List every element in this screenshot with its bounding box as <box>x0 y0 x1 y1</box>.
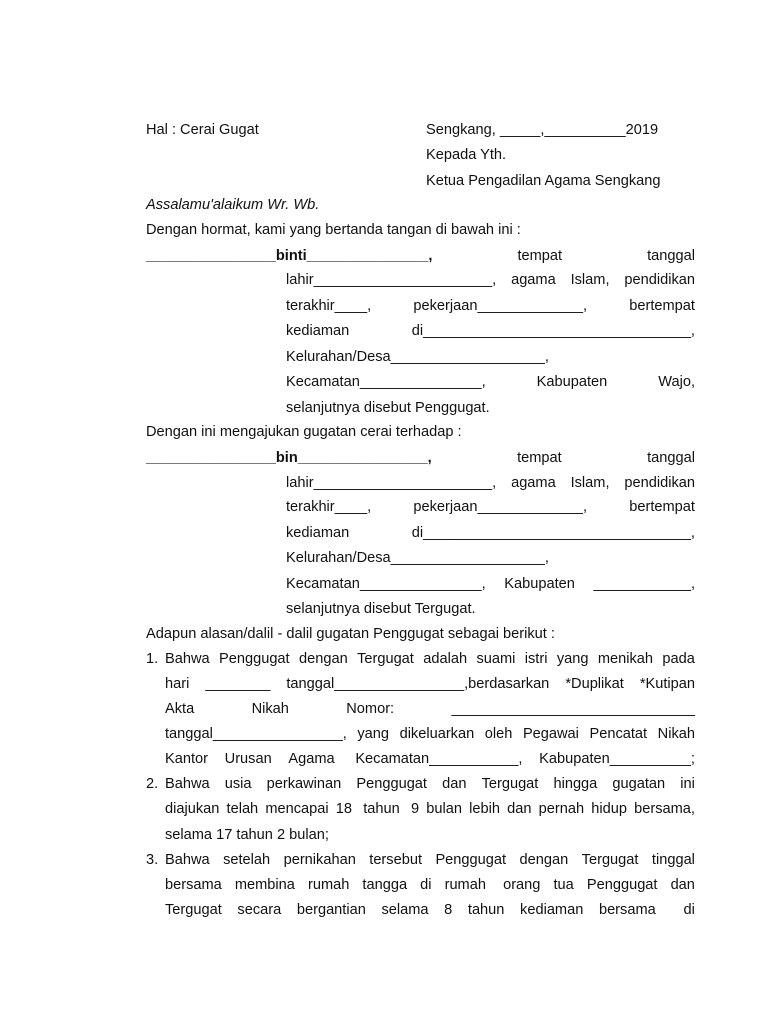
reason-line <box>165 775 695 793</box>
word: Bahwa <box>165 776 210 792</box>
defendant-line-4 <box>286 524 695 542</box>
word: bulan <box>426 801 462 817</box>
word: dan <box>442 776 467 792</box>
word: Kabupaten <box>536 374 608 390</box>
word: Penggugat <box>356 776 427 792</box>
word: Nikah <box>657 726 695 742</box>
word: pendidikan <box>624 475 695 491</box>
word: tempat <box>517 450 562 466</box>
word: orang <box>499 877 541 893</box>
defendant-line-3 <box>286 498 695 516</box>
word: 8 <box>444 902 453 918</box>
word: Penggugat <box>586 877 658 893</box>
word: rumah <box>307 877 350 893</box>
word: yang <box>357 726 390 742</box>
plaintiff-line-7: selanjutnya disebut Penggugat. <box>286 400 490 416</box>
word: di <box>420 877 432 893</box>
word: tinggal <box>651 852 695 868</box>
intro-line: Dengan hormat, kami yang bertanda tangan di bawah ini : <box>146 222 521 238</box>
reason-line <box>165 826 329 844</box>
word: pada <box>662 651 695 667</box>
word: Tergugat <box>481 776 539 792</box>
word: pekerjaan_____________, <box>413 499 588 515</box>
greeting: Assalamu'alaikum Wr. Wb. <box>146 197 320 213</box>
word: Islam, <box>570 272 610 288</box>
word: Nomor: <box>346 701 395 717</box>
word: Kecamatan___________, <box>351 751 523 767</box>
word: lahir______________________, <box>286 272 497 288</box>
word: ________ <box>205 676 271 692</box>
word: selama 17 tahun 2 bulan; <box>165 827 329 843</box>
plaintiff-line-1 <box>146 247 695 265</box>
plaintiff-line-3 <box>286 297 695 315</box>
word: tahun <box>359 801 400 817</box>
word: Pegawai <box>522 726 579 742</box>
word: Kecamatan_______________, <box>286 576 486 592</box>
word: Bahwa <box>165 852 210 868</box>
word: hidup <box>591 801 627 817</box>
word: terakhir____, <box>286 298 372 314</box>
word: Islam, <box>570 475 610 491</box>
word: agama <box>511 272 556 288</box>
word: bersama <box>165 877 222 893</box>
word: telah <box>226 801 259 817</box>
word: pendidikan <box>624 272 695 288</box>
reason-line <box>165 700 695 718</box>
word: 18 <box>335 801 353 817</box>
plaintiff-line-6 <box>286 373 695 391</box>
word: hingga <box>553 776 598 792</box>
defendant-line-5: Kelurahan/Desa___________________, <box>286 550 549 566</box>
word: setelah <box>223 852 271 868</box>
word: Kantor <box>165 751 208 767</box>
word: tanggal________________, <box>165 726 347 742</box>
word: bersama, <box>634 801 695 817</box>
word: Kecamatan_______________, <box>286 374 486 390</box>
word: pernah <box>538 801 585 817</box>
plaintiff-line-4 <box>286 322 695 340</box>
plaintiff-line-5: Kelurahan/Desa___________________, <box>286 349 549 365</box>
word: tanggal <box>647 450 695 466</box>
word: tempat <box>517 248 563 264</box>
plaintiff-name-field: ________________binti_______________, <box>146 248 433 264</box>
word: secara <box>237 902 282 918</box>
word: Akta <box>165 701 195 717</box>
word: di_________________________________, <box>411 323 695 339</box>
word: ini <box>680 776 695 792</box>
reason-line <box>165 675 695 693</box>
word: dikeluarkan <box>399 726 475 742</box>
word: Wajo, <box>658 374 695 390</box>
word: Penggugat <box>219 651 290 667</box>
defendant-line-7: selanjutnya disebut Tergugat. <box>286 601 476 617</box>
defendant-line-6 <box>286 575 695 593</box>
word: pekerjaan_____________, <box>413 298 588 314</box>
word: Kabupaten <box>504 576 575 592</box>
word: dan <box>670 877 695 893</box>
word: Tergugat <box>581 852 639 868</box>
word: tangga <box>362 877 408 893</box>
word: bertempat <box>629 499 695 515</box>
word: bergantian <box>296 902 366 918</box>
reason-line <box>165 901 695 919</box>
reason-line <box>165 750 695 768</box>
word: Pencatat <box>589 726 648 742</box>
word: kediaman <box>520 902 584 918</box>
word: adalah <box>423 651 468 667</box>
word: terakhir____, <box>286 499 372 515</box>
subject-line: Hal : Cerai Gugat <box>146 122 259 138</box>
word: istri <box>524 651 548 667</box>
defendant-name-field: ________________bin________________, <box>146 450 432 466</box>
word: dengan <box>519 852 569 868</box>
word: kediaman <box>286 323 350 339</box>
word: dengan <box>298 651 348 667</box>
word: tahun <box>467 902 505 918</box>
word: di_________________________________, <box>411 525 695 541</box>
word: lahir______________________, <box>286 475 497 491</box>
reason-line <box>165 725 695 743</box>
word: pernikahan <box>283 852 356 868</box>
word: gugatan <box>612 776 666 792</box>
defendant-line-2 <box>286 474 695 492</box>
against-line: Dengan ini mengajukan gugatan cerai terhadap : <box>146 424 462 440</box>
word: Agama <box>288 751 335 767</box>
addressee-name: Ketua Pengadilan Agama Sengkang <box>426 173 661 189</box>
word: lebih <box>469 801 500 817</box>
word: selama <box>381 902 429 918</box>
word: suami <box>476 651 516 667</box>
word: usia <box>224 776 252 792</box>
word: menikah <box>597 651 654 667</box>
word: Bahwa <box>165 651 210 667</box>
place-date-line: Sengkang, _____,__________2019 <box>426 122 659 138</box>
word: Nikah <box>251 701 289 717</box>
word: tua <box>553 877 574 893</box>
word: hari <box>165 676 190 692</box>
word: *Kutipan <box>639 676 695 692</box>
word: agama <box>511 475 556 491</box>
word: tanggal________________,berdasarkan <box>286 676 550 692</box>
reason-line <box>165 851 695 869</box>
word: perkawinan <box>266 776 342 792</box>
word: Tergugat <box>165 902 222 918</box>
word: ____________, <box>593 576 695 592</box>
reason-line <box>165 800 695 818</box>
reason-line <box>165 650 695 668</box>
word: Penggugat <box>435 852 507 868</box>
word: bertempat <box>629 298 695 314</box>
reason-number: 2. <box>146 776 159 792</box>
word: kediaman <box>286 525 350 541</box>
plaintiff-line-2 <box>286 271 695 289</box>
word: Urusan <box>224 751 272 767</box>
reason-line <box>165 876 695 894</box>
word: oleh <box>484 726 513 742</box>
reasons-intro: Adapun alasan/dalil - dalil gugatan Penggugat sebagai berikut : <box>146 626 555 642</box>
word: rumah <box>444 877 486 893</box>
word: Tergugat <box>357 651 414 667</box>
word: membina <box>234 877 295 893</box>
word: tanggal <box>647 248 695 264</box>
word: Kabupaten__________; <box>539 751 695 767</box>
word: tersebut <box>369 852 422 868</box>
word: *Duplikat <box>565 676 624 692</box>
reason-number: 1. <box>146 651 159 667</box>
word: ______________________________ <box>451 701 695 717</box>
word: yang <box>556 651 589 667</box>
addressee-salutation: Kepada Yth. <box>426 147 507 163</box>
reason-number: 3. <box>146 852 159 868</box>
word: diajukan <box>165 801 220 817</box>
word: 9 <box>406 801 420 817</box>
word: dan <box>507 801 532 817</box>
word: mencapai <box>265 801 329 817</box>
word: bersama <box>598 902 656 918</box>
word: di <box>671 902 695 918</box>
defendant-line-1 <box>146 449 695 467</box>
